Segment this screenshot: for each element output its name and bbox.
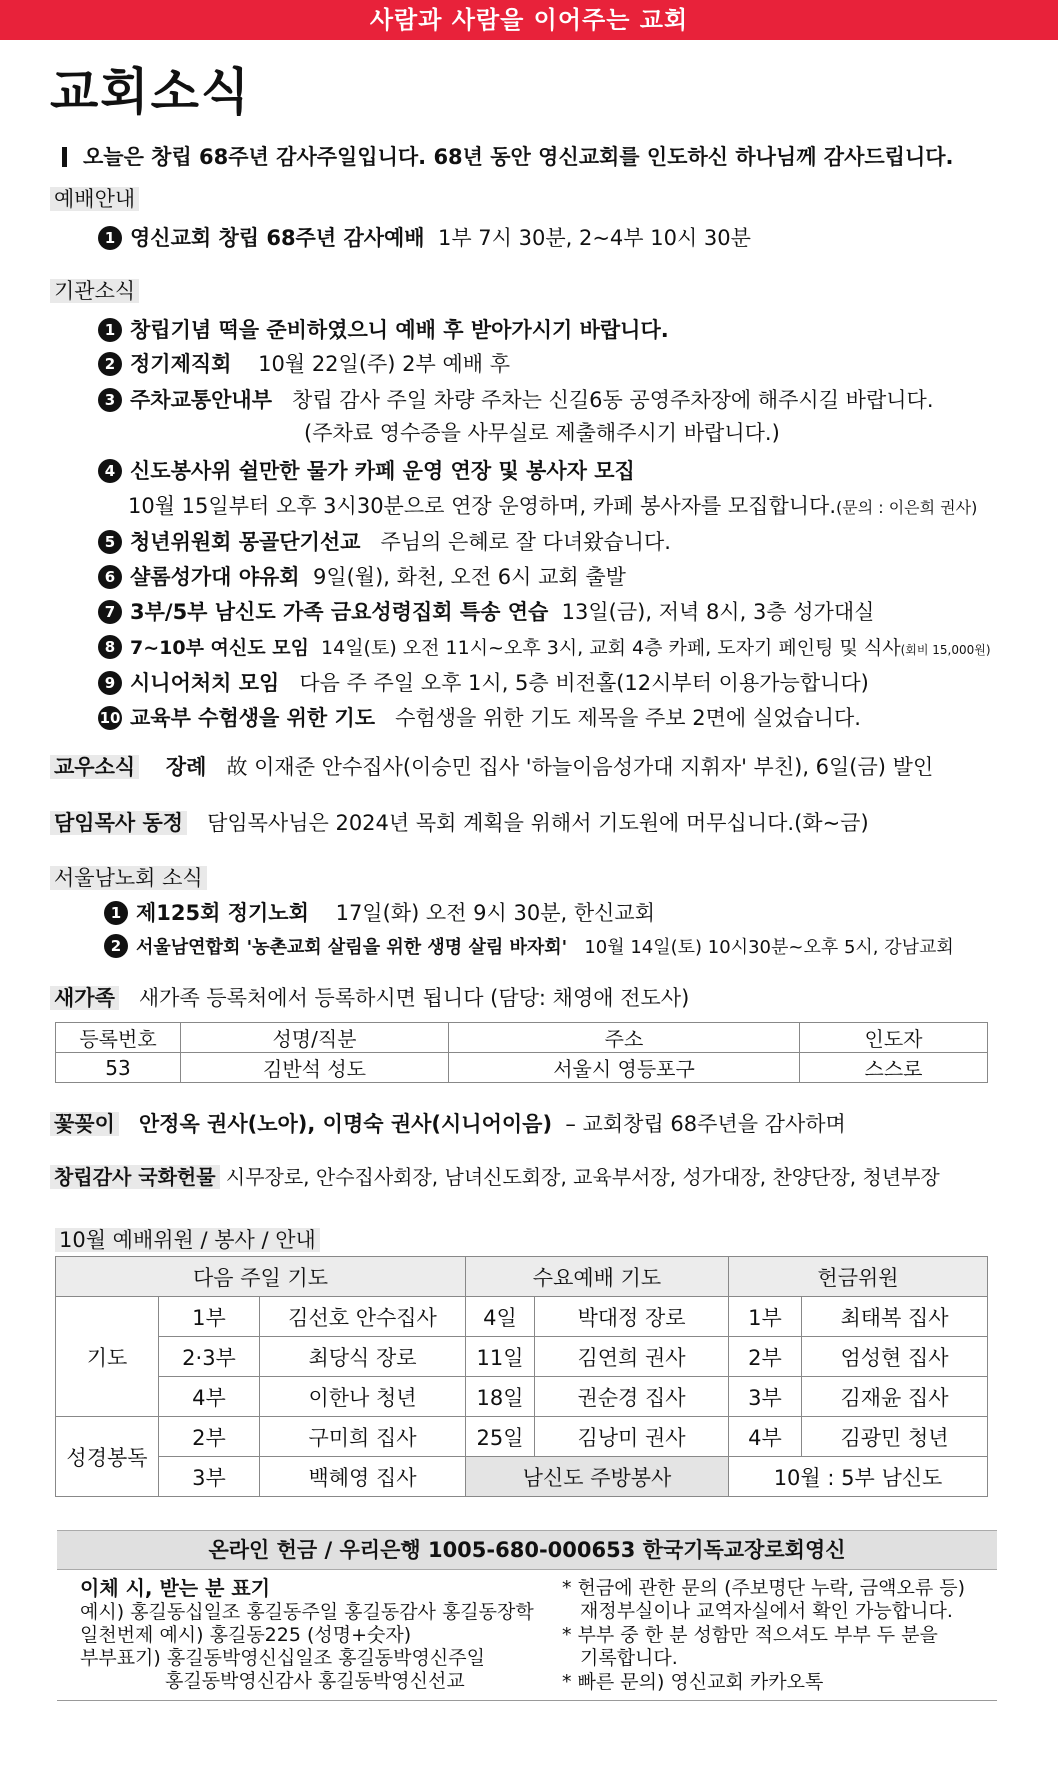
- item-text: 수험생을 위한 기도 제목을 주보 2면에 실었습니다.: [395, 706, 861, 730]
- section-heading: 창립감사 국화헌물: [50, 1165, 220, 1189]
- item-title: 7~10부 여신도 모임: [130, 637, 309, 659]
- number-badge: 7: [98, 600, 122, 624]
- table-header-row: [56, 1023, 988, 1053]
- intro-text: 오늘은 창립 68주년 감사주일입니다. 68년 동안 영신교회를 인도하신 하나님께 감사드립니다.: [83, 145, 954, 169]
- column-header: 성명/직분: [181, 1023, 449, 1053]
- agency-item-7: [98, 598, 874, 626]
- item-title: 영신교회 창립 68주년 감사예배: [130, 226, 425, 250]
- section-heading: 교우소식: [50, 755, 139, 779]
- table-row: [56, 1297, 988, 1337]
- agency-item-9: [98, 669, 869, 697]
- table-cell: 김선호 안수집사: [260, 1297, 466, 1337]
- item-title: 창립기념 떡을 준비하였으니 예배 후 받아가시기 바랍니다.: [130, 318, 669, 342]
- item-text: 9일(월), 화천, 오전 6시 교회 출발: [312, 565, 626, 589]
- number-badge: 1: [98, 318, 122, 342]
- inquiry-line: 기록합니다.: [580, 1647, 678, 1669]
- number-badge: 9: [98, 671, 122, 695]
- flowers-text: – 교회창립 68주년을 감사하며: [565, 1112, 846, 1136]
- table-cell: 1부: [159, 1297, 260, 1337]
- item-title: 제125회 정기노회: [136, 901, 309, 925]
- table-cell: 4일: [466, 1297, 535, 1337]
- inquiry-line: 재정부실이나 교역자실에서 확인 가능합니다.: [580, 1600, 953, 1622]
- table-header-row: [56, 1257, 988, 1297]
- section-heading: 담임목사 동정: [50, 811, 187, 835]
- agency-item-4-sub: [128, 492, 977, 522]
- chrysanthemum-offering: [50, 1163, 940, 1191]
- table-cell: 서울시 영등포구: [449, 1053, 800, 1083]
- table-cell: 스스로: [800, 1053, 988, 1083]
- item-note: (회비 15,000원): [900, 643, 991, 657]
- news-text: 故 이재준 안수집사(이승민 집사 '하늘이음성가대 지휘자' 부친), 6일(금) 발인: [226, 755, 934, 779]
- table-row: [56, 1377, 988, 1417]
- number-badge: 6: [98, 565, 122, 589]
- column-header: 주소: [449, 1023, 800, 1053]
- table-row: [56, 1417, 988, 1457]
- agency-item-3-sub: (주차료 영수증을 사무실로 제출해주시기 바랍니다.): [304, 421, 780, 445]
- new-family: [50, 984, 689, 1012]
- item-text: 1부 7시 30분, 2~4부 10시 30분: [437, 226, 751, 250]
- item-title: 서울남연합회 '농촌교회 살림을 위한 생명 살림 바자회': [136, 937, 568, 958]
- agency-item-5: [98, 528, 671, 556]
- table-cell: 18일: [466, 1377, 535, 1417]
- schedule-table: [55, 1256, 988, 1497]
- item-text: 다음 주 주일 오후 1시, 5층 비전홀(12시부터 이용가능합니다): [299, 671, 869, 695]
- table-cell: 김재윤 집사: [802, 1377, 988, 1417]
- transfer-line: 홍길동박영신감사 홍길동박영신선교: [165, 1670, 465, 1692]
- table-cell: 4부: [159, 1377, 260, 1417]
- group-label: 성경봉독: [56, 1417, 159, 1497]
- number-badge: 3: [98, 388, 122, 412]
- column-header: 헌금위원: [729, 1257, 988, 1297]
- agency-item-8: [98, 634, 991, 664]
- inquiry-line: * 빠른 문의) 영신교회 카카오톡: [562, 1671, 824, 1693]
- table-cell: 최당식 장로: [260, 1337, 466, 1377]
- item-title: 신도봉사위 쉴만한 물가 카페 운영 연장 및 봉사자 모집: [130, 459, 635, 483]
- section-heading: 서울남노회 소식: [50, 866, 207, 890]
- item-text: 창립 감사 주일 차량 주차는 신길6동 공영주차장에 해주시길 바랍니다.: [292, 388, 934, 412]
- number-badge: 4: [98, 459, 122, 483]
- item-text: 10월 14일(토) 10시30분~오후 5시, 강남교회: [584, 937, 954, 958]
- online-offering-bar: 온라인 헌금 / 우리은행 1005-680-000653 한국기독교장로회영신: [57, 1530, 997, 1570]
- section-heading: 예배안내: [50, 187, 139, 211]
- table-cell: 엄성현 집사: [802, 1337, 988, 1377]
- agency-item-3: [98, 386, 934, 414]
- item-title: 3부/5부 남신도 가족 금요성령집회 특송 연습: [130, 600, 549, 624]
- item-title: 주차교통안내부: [130, 388, 273, 412]
- flowers-names: 안정옥 권사(노아), 이명숙 권사(시니어이음): [138, 1112, 553, 1136]
- table-cell: 김낭미 권사: [535, 1417, 729, 1457]
- number-badge: 5: [98, 530, 122, 554]
- worship-item-1: [98, 224, 751, 252]
- new-family-text: 새가족 등록처에서 등록하시면 됩니다 (담당: 채영애 전도사): [138, 986, 690, 1010]
- table-row: [56, 1053, 988, 1083]
- item-text: 10월 22일(주) 2부 예배 후: [258, 352, 511, 376]
- item-title: 시니어처치 모임: [130, 671, 280, 695]
- table-cell: 권순경 집사: [535, 1377, 729, 1417]
- presbytery-item-2: [104, 934, 954, 962]
- group-label: 기도: [56, 1297, 159, 1417]
- inquiry-line: * 헌금에 관한 문의 (주보명단 누락, 금액오류 등): [562, 1577, 966, 1599]
- table-cell: 2부: [729, 1337, 802, 1377]
- table-cell: 구미희 집사: [260, 1417, 466, 1457]
- number-badge: 1: [98, 226, 122, 250]
- section-heading: 10월 예배위원 / 봉사 / 안내: [55, 1228, 320, 1252]
- table-cell: 53: [56, 1053, 181, 1083]
- item-text: 주님의 은혜로 잘 다녀왔습니다.: [380, 530, 671, 554]
- transfer-line: 예시) 홍길동십일조 홍길동주일 홍길동감사 홍길동장학: [80, 1601, 534, 1623]
- pastor-text: 담임목사님은 2024년 목회 계획을 위해서 기도원에 머무십니다.(화~금): [207, 811, 869, 835]
- intro-line: [62, 143, 954, 171]
- item-title: 교육부 수험생을 위한 기도: [130, 706, 376, 730]
- section-heading: 꽃꽂이: [50, 1112, 119, 1136]
- presbytery-item-1: [104, 899, 655, 927]
- offering-text: 시무장로, 안수집사회장, 남녀신도회장, 교육부서장, 성가대장, 찬양단장, 청년부장: [225, 1165, 940, 1189]
- number-badge: 10: [98, 706, 122, 730]
- number-badge: 2: [98, 352, 122, 376]
- table-cell: 25일: [466, 1417, 535, 1457]
- table-cell: 박대정 장로: [535, 1297, 729, 1337]
- kitchen-label: 남신도 주방봉사: [466, 1457, 729, 1497]
- new-family-table: [55, 1022, 988, 1083]
- news-label: 장례: [165, 755, 207, 779]
- table-cell: 김광민 청년: [802, 1417, 988, 1457]
- bottom-divider: [57, 1700, 997, 1701]
- table-row: [56, 1457, 988, 1497]
- item-title: 정기제직회: [130, 352, 232, 376]
- transfer-line: 부부표기) 홍길동박영신십일조 홍길동박영신주일: [80, 1647, 485, 1669]
- section-heading: 새가족: [50, 986, 119, 1010]
- section-agency: [50, 277, 139, 305]
- table-cell: 4부: [729, 1417, 802, 1457]
- item-note: (문의 : 이은희 권사): [836, 498, 978, 517]
- inquiry-line: * 부부 중 한 분 성함만 적으셔도 부부 두 분을: [562, 1624, 938, 1646]
- top-banner: 사람과 사람을 이어주는 교회: [0, 0, 1058, 40]
- page-title: 교회소식: [50, 63, 252, 121]
- schedule-heading: [55, 1226, 320, 1254]
- item-text: 10월 15일부터 오후 3시30분으로 연장 운영하며, 카페 봉사자를 모집합니다.: [128, 494, 836, 518]
- number-badge: 8: [98, 635, 122, 659]
- agency-item-10: [98, 704, 861, 732]
- column-header: 인도자: [800, 1023, 988, 1053]
- table-cell: 2·3부: [159, 1337, 260, 1377]
- agency-item-1: [98, 316, 669, 344]
- table-cell: 1부: [729, 1297, 802, 1337]
- table-cell: 11일: [466, 1337, 535, 1377]
- column-header: 등록번호: [56, 1023, 181, 1053]
- item-text: 17일(화) 오전 9시 30분, 한신교회: [335, 901, 656, 925]
- transfer-title: 이체 시, 받는 분 표기: [80, 1576, 271, 1600]
- column-header: 다음 주일 기도: [56, 1257, 466, 1297]
- bar-mark: [62, 147, 67, 167]
- section-presbytery: [50, 864, 207, 892]
- section-worship: [50, 185, 139, 213]
- transfer-line: 일천번제 예시) 홍길동225 (성명+숫자): [80, 1624, 412, 1646]
- column-header: 수요예배 기도: [466, 1257, 729, 1297]
- table-cell: 3부: [729, 1377, 802, 1417]
- number-badge: 2: [104, 934, 128, 958]
- table-cell: 최태복 집사: [802, 1297, 988, 1337]
- table-cell: 백혜영 집사: [260, 1457, 466, 1497]
- section-heading: 기관소식: [50, 279, 139, 303]
- table-cell: 이한나 청년: [260, 1377, 466, 1417]
- item-title: 청년위원회 몽골단기선교: [130, 530, 361, 554]
- agency-item-2: [98, 350, 510, 378]
- number-badge: 1: [104, 901, 128, 925]
- table-cell: 3부: [159, 1457, 260, 1497]
- item-text: 13일(금), 저녁 8시, 3층 성가대실: [561, 600, 875, 624]
- item-text: 14일(토) 오전 11시~오후 3시, 교회 4층 카페, 도자기 페인팅 및 식사: [321, 637, 901, 659]
- table-row: [56, 1337, 988, 1377]
- table-cell: 김반석 성도: [181, 1053, 449, 1083]
- item-title: 샬롬성가대 야유회: [130, 565, 300, 589]
- agency-item-4: [98, 457, 635, 485]
- pastor-news: [50, 809, 869, 837]
- kitchen-value: 10월 : 5부 남신도: [729, 1457, 988, 1497]
- table-cell: 2부: [159, 1417, 260, 1457]
- table-cell: 김연희 권사: [535, 1337, 729, 1377]
- flowers: [50, 1110, 846, 1138]
- agency-item-6: [98, 563, 626, 591]
- member-news: [50, 753, 933, 781]
